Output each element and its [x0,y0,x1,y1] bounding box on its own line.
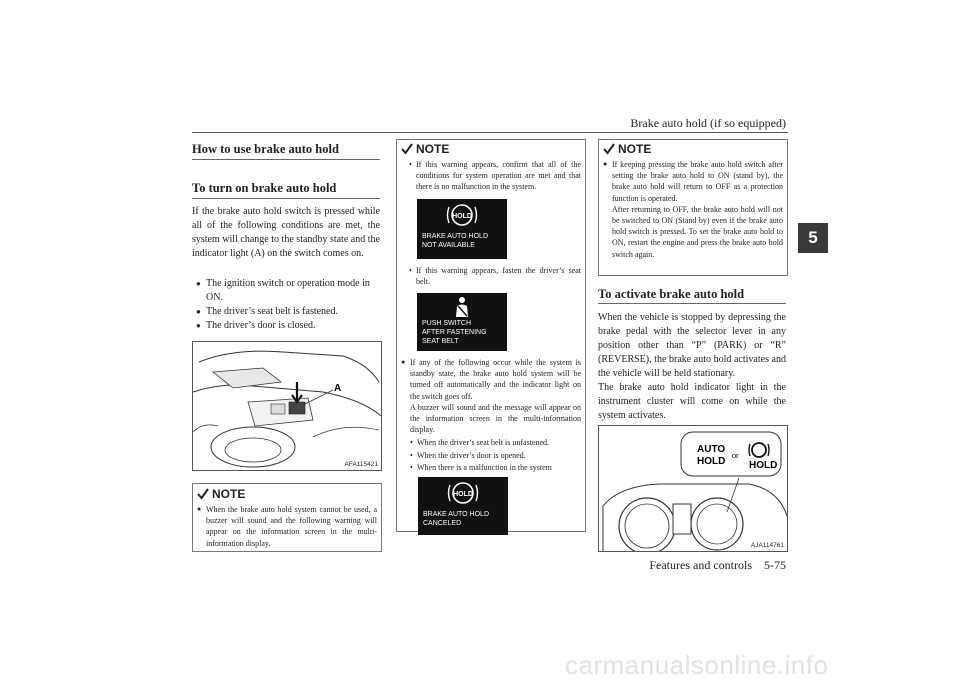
icon-label: HOLD [453,491,473,499]
list-item: ● The ignition switch or operation mode in ON. [196,277,380,305]
note-label: NOTE [618,142,652,156]
console-illustration [193,342,381,470]
auto-label: AUTO [697,444,726,455]
note-header [401,142,585,156]
subsection-title-turn-on: To turn on brake auto hold [192,181,337,195]
note-content [409,159,581,351]
intro-paragraph: If the brake auto hold switch is pressed while all of the following conditions are met, the system will change to the standby state and the indicator light (A) on the switch comes on. [192,206,380,259]
indicator-text: The brake auto hold indicator light in the instrument cluster will come on while the system activates. [598,382,786,421]
footer-section: Features and controls [649,558,752,572]
page-header-title: Brake auto hold (if so equipped) [630,116,786,130]
list-item: ● The driver’s door is closed. [196,319,380,333]
display-line: NOT AVAILABLE [422,241,475,249]
page-number: 5-75 [764,558,786,572]
note-box-middle [396,139,586,532]
restart-text: After returning to OFF, the brake auto hold will not be switched to ON (Stand by) even if the brake auto hold switch is pressed. To set the brake auto hold to ON, restart the engine and press the brake auto hold switch again. [612,204,783,259]
list-item: • When the driver’s door is opened. [410,450,581,461]
protection-text: ● If keeping pressing the brake auto hold switch after setting the brake auto hold to ON (stand by), the brake auto hold will return to OFF as a protection function is operated. [603,159,783,204]
seatbelt-icon [449,296,475,318]
display-line: CANCELED [423,520,462,528]
conditions-list [410,437,581,473]
display-line: AFTER FASTENING [422,329,487,337]
figure-code: AFA115421 [344,461,378,468]
display-push-switch [417,293,507,351]
display-line: BRAKE AUTO HOLD [423,511,490,519]
display-not-available [417,199,507,259]
list-item: ● The driver’s seat belt is fastened. [196,305,380,319]
check-icon [401,143,413,155]
hold-icon [446,481,480,505]
switch-figure [192,341,382,471]
note-header [197,487,381,501]
figure-code: AJA114761 [750,542,784,549]
display-line: PUSH SWITCH [422,320,471,328]
list-item: • When the driver’s seat belt is unfastened. [410,437,581,448]
display-line: BRAKE AUTO HOLD [422,232,489,240]
header-rule [192,132,788,133]
note-label: NOTE [212,487,246,501]
activate-text: When the vehicle is stopped by depressing the brake pedal with the selector lever in any position other than “P” (PARK) or “R” (REVERSE), the brake auto hold activates and the vehicle will be held stationary. [598,312,786,379]
section-rule [598,303,786,304]
callout-a: A [334,383,342,394]
icon-label: HOLD [452,212,472,220]
chapter-tab: 5 [798,223,828,253]
buzzer-text: A buzzer will sound and the message will appear on the information screen in the multi-information display. [410,402,581,435]
display-line: SEAT BELT [422,338,459,346]
hold-icon [445,203,479,227]
note-header [603,142,787,156]
list-item: • When there is a malfunction in the system [410,462,581,473]
note-label: NOTE [416,142,450,156]
note-box-left [192,483,382,552]
cluster-figure [598,425,788,552]
subsection-rule [192,198,380,199]
check-icon [603,143,615,155]
hold-label: HOLD [697,456,726,467]
activate-paragraph [598,311,786,423]
conditions-list [196,277,380,333]
hold-indicator-label: HOLD [749,460,778,471]
note-box-right [598,139,788,276]
section-title-activate: To activate brake auto hold [598,287,745,301]
page-footer [600,558,786,573]
warning-confirm-text: • If this warning appears, confirm that all of the conditions for system operation are met and that there is no malfunction in the system. [409,159,581,193]
check-icon [197,488,209,500]
warning-seatbelt-text: • If this warning appears, fasten the driver’s seat belt. [409,265,581,287]
watermark: carmanualsonline.info [565,650,829,680]
instrument-cluster-illustration [599,426,787,551]
display-canceled [418,477,508,535]
section-title-how-to-use: How to use brake auto hold [192,142,339,156]
note-text: ● When the brake auto hold system cannot be used, a buzzer will sound and the following warning will appear on the information screen in the multi-information display. [197,504,377,549]
standby-off-text: ● If any of the following occur while the system is standby state, the brake auto hold system will be turned off automatically and the indicator light on the switch goes off. [401,357,581,402]
section-rule [192,159,380,160]
or-label: or [732,451,739,460]
